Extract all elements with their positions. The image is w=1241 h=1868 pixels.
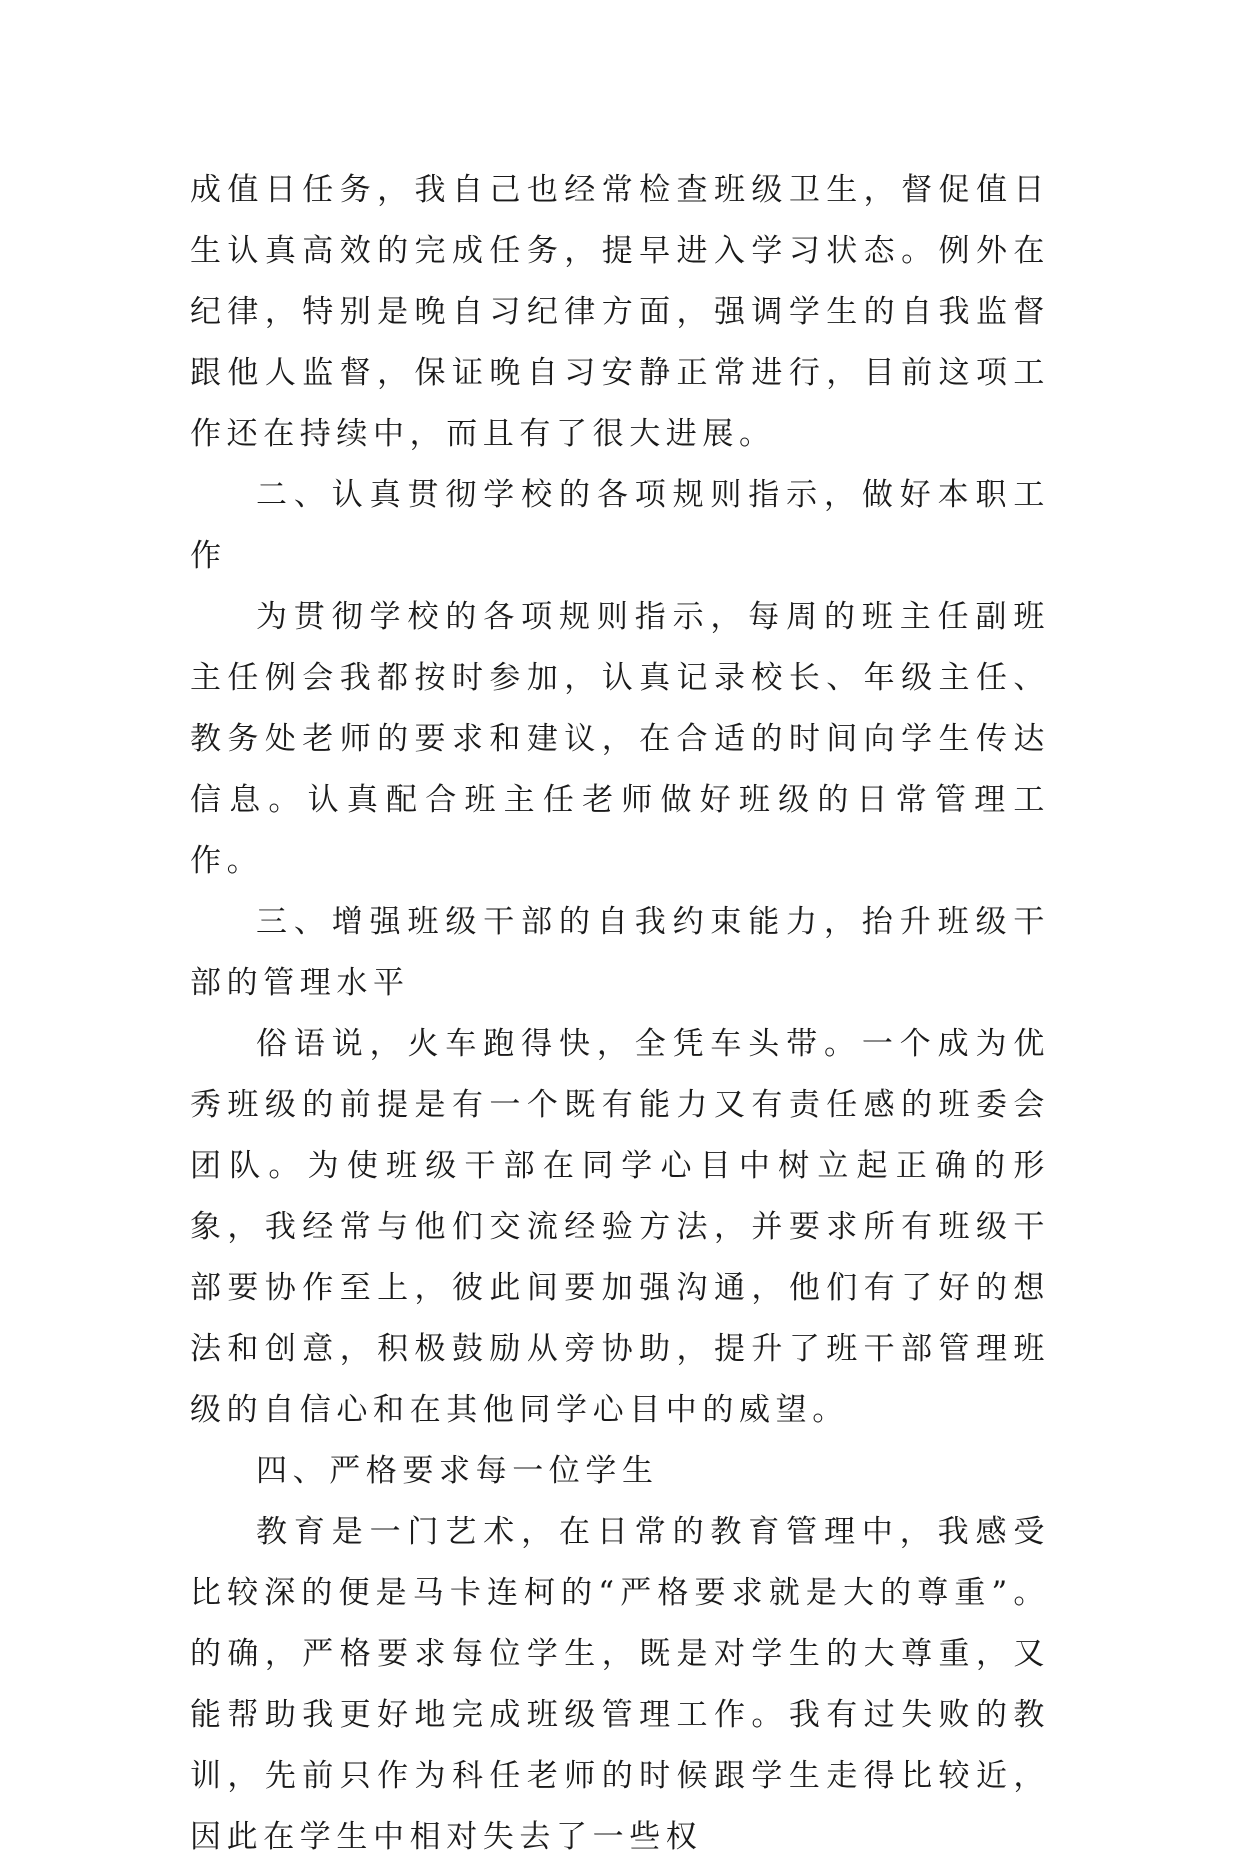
section-heading-four: 四、严格要求每一位学生 — [256, 1453, 659, 1489]
section-heading-three: 三、增强班级干部的自我约束能力，抬升班级干部的管理水平 — [190, 904, 1050, 1001]
paragraph-class-cadres: 俗语说，火车跑得快，全凭车头带。一个成为优秀班级的前提是有一个既有能力又有责任感的班委会团队。为使班级干部在同学心目中树立起正确的形象，我经常与他们交流经验方法，并要求所有班级干部要协作至上，彼此间要加强沟通，他们有了好的想法和创意，积极鼓励从旁协助，提升了班干部管理班级的自信心和在其他同学心目中的威望。 — [190, 1026, 1050, 1428]
section-heading-two: 二、认真贯彻学校的各项规则指示，做好本职工作 — [190, 477, 1050, 574]
paragraph-strict-requirements: 教育是一门艺术，在日常的教育管理中，我感受比较深的便是马卡连柯的“严格要求就是大的尊重”。的确，严格要求每位学生，既是对学生的大尊重，又能帮助我更好地完成班级管理工作。我有过失败的教训，先前只作为科任老师的时候跟学生走得比较近，因此在学生中相对失去了一些权 — [190, 1514, 1050, 1855]
paragraph-duty-and-discipline: 成值日任务，我自己也经常检查班级卫生，督促值日生认真高效的完成任务，提早进入学习状态。例外在纪律，特别是晚自习纪律方面，强调学生的自我监督跟他人监督，保证晚自习安静正常进行，目前这项工作还在持续中，而且有了很大进展。 — [190, 172, 1050, 452]
document-body — [190, 160, 1050, 1868]
paragraph-school-rules: 为贯彻学校的各项规则指示，每周的班主任副班主任例会我都按时参加，认真记录校长、年级主任、教务处老师的要求和建议，在合适的时间向学生传达信息。认真配合班主任老师做好班级的日常管理工作。 — [190, 599, 1050, 879]
